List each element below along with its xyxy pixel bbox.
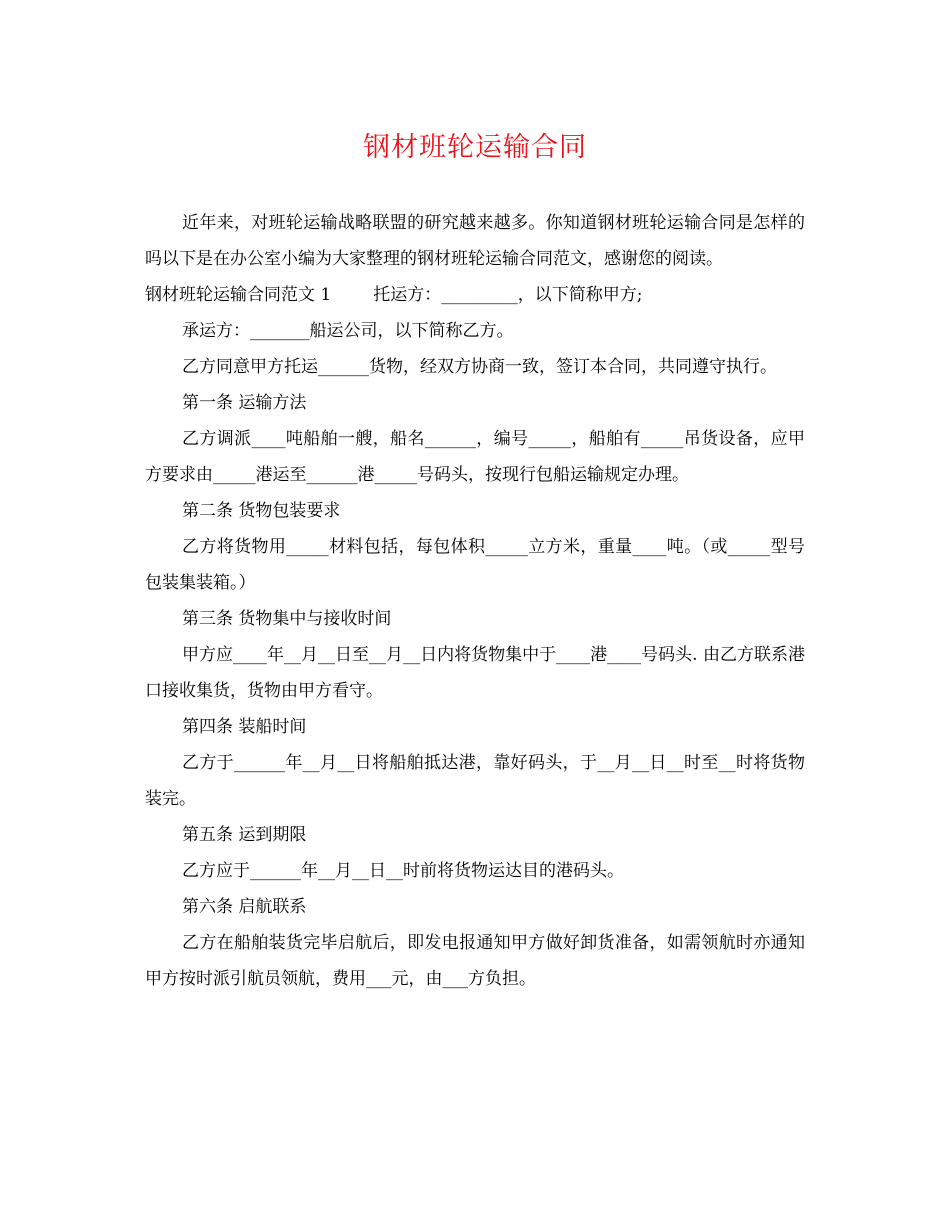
agreement-paragraph: 乙方同意甲方托运______货物，经双方协商一致，签订本合同，共同遵守执行。 xyxy=(182,357,777,377)
carrier-line: 承运方：_______船运公司，以下简称乙方。 xyxy=(182,321,514,341)
article-1-heading: 第一条 运输方法 xyxy=(182,393,307,413)
article-5-body: 乙方应于______年__月__日__时前将货物运达目的港码头。 xyxy=(182,861,624,881)
article-1-body: 乙方调派____吨船舶一艘，船名______，编号_____，船舶有_____吊货设备，应甲方要求由_____港运至______港_____号码头，按现行包船运输规定办理。 xyxy=(145,429,805,485)
intro-paragraph: 近年来，对班轮运输战略联盟的研究越来越多。你知道钢材班轮运输合同是怎样的吗以下是在办公室小编为大家整理的钢材班轮运输合同范文，感谢您的阅读。 xyxy=(145,213,805,269)
document-title: 钢材班轮运输合同 xyxy=(363,132,587,163)
sample-title: 钢材班轮运输合同范文 1 xyxy=(145,285,332,305)
article-4-body: 乙方于______年__月__日将船舶抵达港，靠好码头，于__月__日__时至__时将货物装完。 xyxy=(145,753,805,809)
article-2-heading: 第二条 货物包装要求 xyxy=(182,501,341,521)
article-3-body: 甲方应____年__月__日至__月__日内将货物集中于____港____号码头. 由乙方联系港口接收集货，货物由甲方看守。 xyxy=(145,645,805,701)
article-2-body: 乙方将货物用_____材料包括，每包体积_____立方米，重量____吨。（或_____型号包装集装箱。） xyxy=(145,537,805,593)
article-6-heading: 第六条 启航联系 xyxy=(182,897,307,917)
article-4-heading: 第四条 装船时间 xyxy=(182,717,307,737)
consignor-line: 托运方：_________，以下简称甲方; xyxy=(373,285,643,305)
document-body xyxy=(145,205,805,997)
article-6-body: 乙方在船舶装货完毕启航后，即发电报通知甲方做好卸货准备，如需领航时亦通知甲方按时派引航员领航，费用___元，由___方负担。 xyxy=(145,933,805,989)
article-3-heading: 第三条 货物集中与接收时间 xyxy=(182,609,392,629)
article-5-heading: 第五条 运到期限 xyxy=(182,825,307,845)
sample-heading-line xyxy=(145,277,805,313)
